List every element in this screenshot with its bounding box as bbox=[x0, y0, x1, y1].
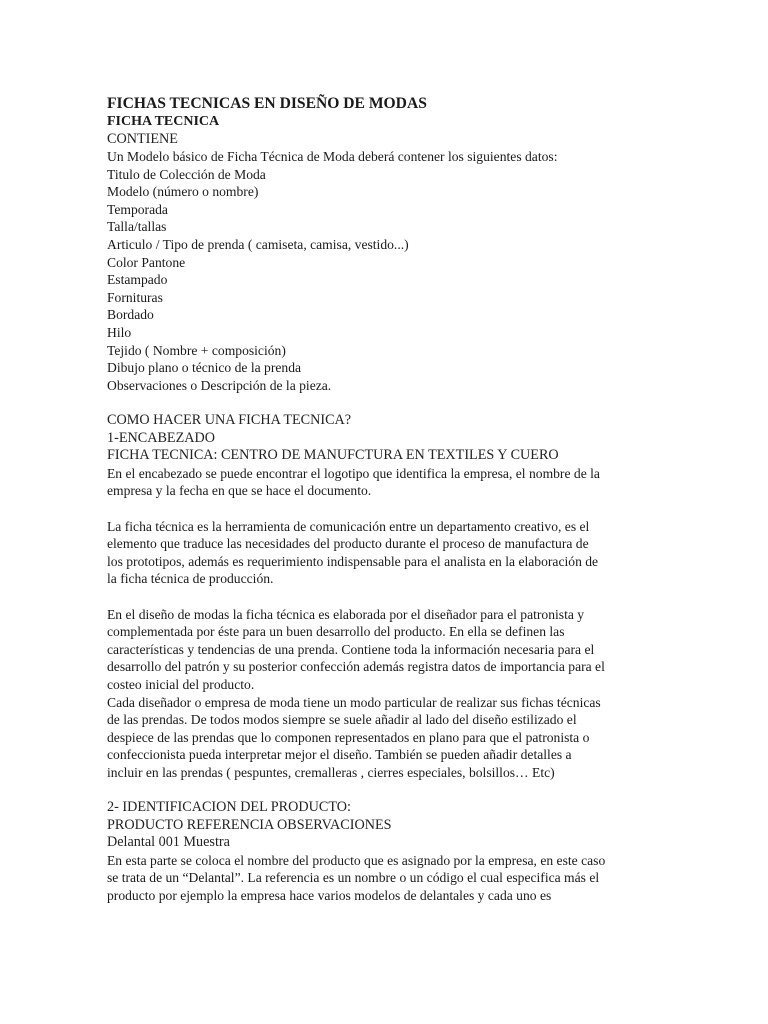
paragraph bbox=[107, 606, 667, 782]
field-item: Dibujo plano o técnico de la prenda bbox=[107, 360, 302, 376]
intro-text: Un Modelo básico de Ficha Técnica de Moda deberá contener los siguientes datos: bbox=[107, 149, 558, 165]
section-encabezado bbox=[107, 412, 667, 781]
paragraph-line: En el encabezado se puede encontrar el logotipo que identifica la empresa, el nombre de la bbox=[107, 465, 600, 481]
paragraph-line: los prototipos, además es requerimiento indispensable para el analista en la elaboración de bbox=[107, 553, 599, 569]
field-item: Tejido ( Nombre + composición) bbox=[107, 342, 286, 358]
section-question: COMO HACER UNA FICHA TECNICA? bbox=[107, 412, 352, 428]
table-columns: PRODUCTO REFERENCIA OBSERVACIONES bbox=[107, 816, 392, 833]
spacer bbox=[107, 500, 667, 518]
section-identificacion bbox=[107, 799, 667, 905]
spacer bbox=[107, 588, 667, 606]
section-heading: 2- IDENTIFICACION DEL PRODUCTO: bbox=[107, 799, 351, 816]
field-list bbox=[107, 166, 667, 395]
paragraph-line: costeo inicial del producto. bbox=[107, 676, 255, 692]
paragraph-line: características y tendencias de una prenda. Contiene toda la información necesaria para el bbox=[107, 641, 595, 657]
table-row: Delantal 001 Muestra bbox=[107, 834, 230, 851]
field-item: Articulo / Tipo de prenda ( camiseta, camisa, vestido...) bbox=[107, 237, 409, 253]
field-item: Bordado bbox=[107, 307, 154, 323]
paragraph bbox=[107, 852, 667, 905]
field-item: Fornituras bbox=[107, 289, 163, 305]
paragraph-line: En esta parte se coloca el nombre del producto que es asignado por la empresa, en este caso bbox=[107, 852, 606, 868]
document-title: FICHAS TECNICAS EN DISEÑO DE MODAS bbox=[107, 95, 427, 112]
field-item: Titulo de Colección de Moda bbox=[107, 166, 266, 182]
paragraph-line: empresa y la fecha en que se hace el documento. bbox=[107, 483, 372, 499]
paragraph-line: elemento que traduce las necesidades del producto durante el proceso de manufactura de bbox=[107, 536, 589, 552]
paragraph-line: producto por ejemplo la empresa hace varios modelos de delantales y cada uno es bbox=[107, 888, 552, 904]
field-item: Observaciones o Descripción de la pieza. bbox=[107, 377, 332, 393]
field-item: Hilo bbox=[107, 325, 132, 341]
paragraph-line: La ficha técnica es la herramienta de comunicación entre un departamento creativo, es el bbox=[107, 518, 590, 534]
document-subtitle: FICHA TECNICA bbox=[107, 114, 220, 129]
paragraph-line: la ficha técnica de producción. bbox=[107, 571, 274, 587]
paragraph bbox=[107, 465, 667, 500]
paragraph bbox=[107, 518, 667, 588]
field-item: Color Pantone bbox=[107, 254, 186, 270]
paragraph-line: de las prendas. De todos modos siempre se suele añadir al lado del diseño estilizado el bbox=[107, 712, 577, 728]
field-item: Estampado bbox=[107, 272, 168, 288]
paragraph-line: En el diseño de modas la ficha técnica es elaborada por el diseñador para el patronista y bbox=[107, 606, 585, 622]
paragraph-line: despiece de las prendas que lo componen representados en plano para que el patronista o bbox=[107, 729, 590, 745]
paragraph-line: se trata de un “Delantal”. La referencia es un nombre o un código el cual especifica más el bbox=[107, 870, 600, 886]
section-label: FICHA TECNICA: CENTRO DE MANUFCTURA EN TEXTILES Y CUERO bbox=[107, 447, 559, 464]
paragraph-line: complementada por éste para un buen desarrollo del producto. En ella se definen las bbox=[107, 624, 565, 640]
spacer bbox=[107, 394, 667, 412]
section-heading: 1-ENCABEZADO bbox=[107, 429, 215, 446]
paragraph-line: incluir en las prendas ( pespuntes, cremalleras , cierres especiales, bolsillos… Etc) bbox=[107, 764, 555, 780]
paragraph-line: confeccionista pueda interpretar mejor el diseño. También se pueden añadir detalles a bbox=[107, 747, 572, 763]
spacer bbox=[107, 781, 667, 799]
field-item: Talla/tallas bbox=[107, 219, 167, 235]
field-item: Modelo (número o nombre) bbox=[107, 184, 259, 200]
contents-heading: CONTIENE bbox=[107, 130, 178, 147]
paragraph-line: Cada diseñador o empresa de moda tiene un modo particular de realizar sus fichas técnicas bbox=[107, 694, 601, 710]
paragraph-line: desarrollo del patrón y su posterior confección además registra datos de importancia para el bbox=[107, 659, 605, 675]
field-item: Temporada bbox=[107, 201, 168, 217]
document-page bbox=[107, 94, 667, 905]
